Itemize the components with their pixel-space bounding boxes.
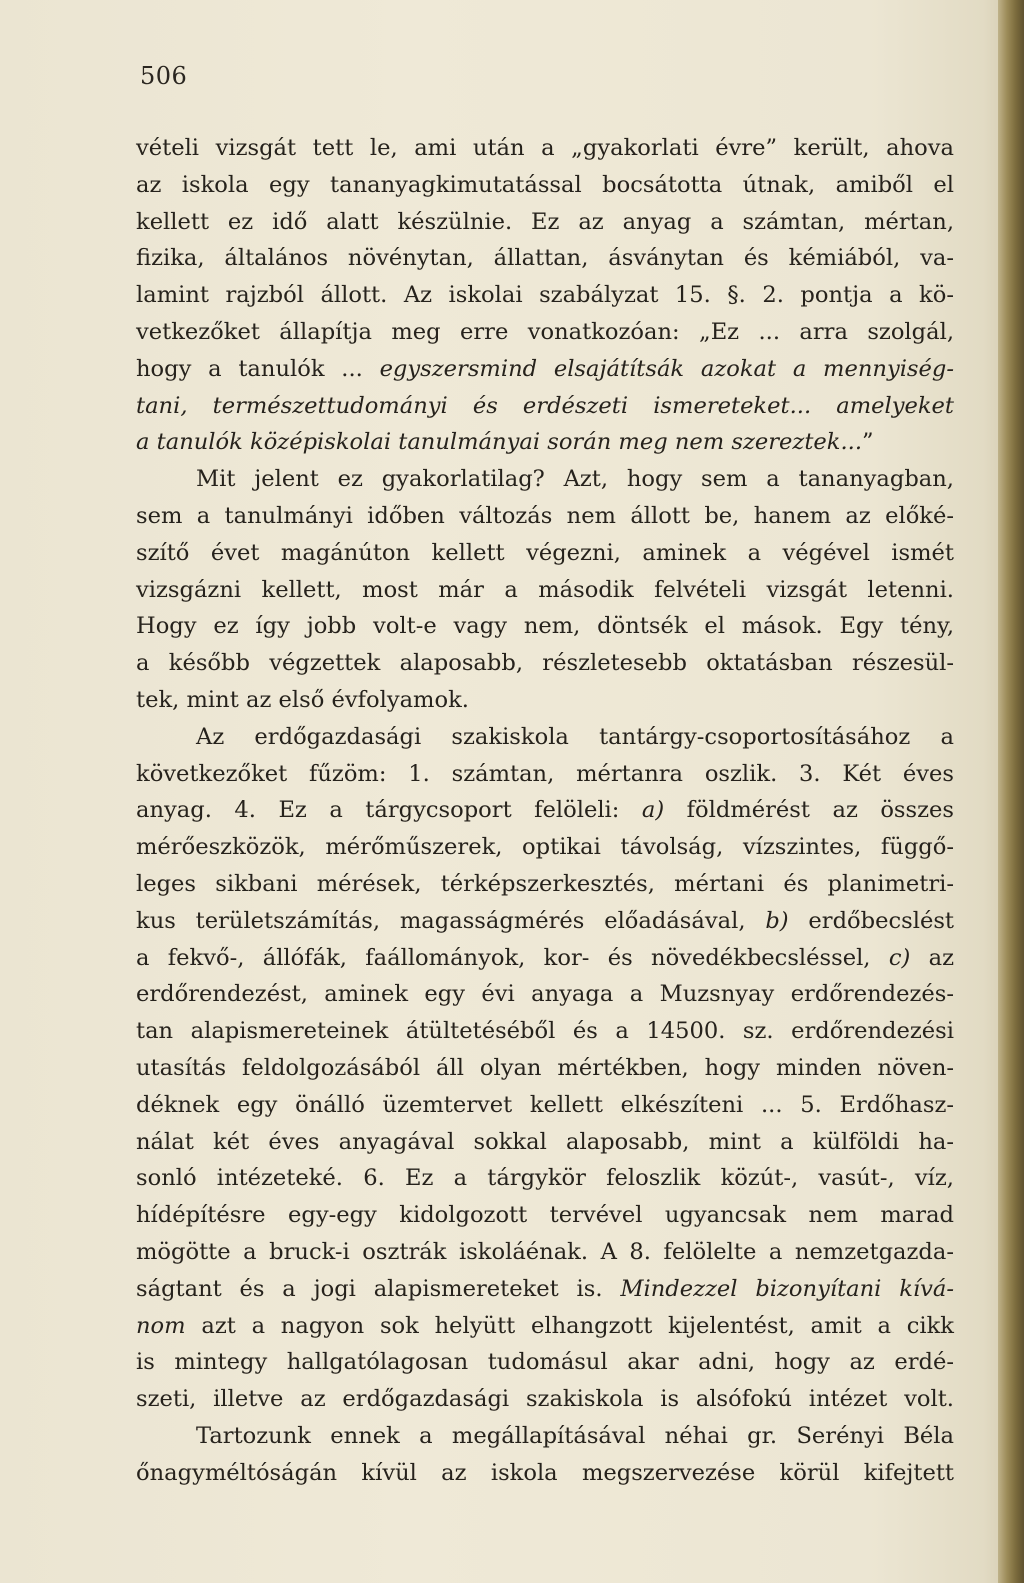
text-segment: a később végzettek alaposabb, részletesebb oktatásban részesül-	[136, 650, 954, 677]
italic-segment: nom	[136, 1312, 186, 1339]
text-segment: szeti, illetve az erdőgazdasági szakiskola is alsófokú intézet volt.	[136, 1386, 954, 1413]
text-segment: vizsgázni kellett, most már a második felvételi vizsgát letenni.	[136, 576, 954, 603]
text-line	[136, 719, 954, 756]
italic-segment: a tanulók középiskolai tanulmányai során meg nem szereztek...	[136, 429, 863, 456]
text-line	[136, 645, 954, 682]
text-line	[136, 388, 954, 425]
text-segment: Tartozunk ennek a megállapításával néhai gr. Serényi Béla	[196, 1422, 954, 1449]
text-segment: Mit jelent ez gyakorlatilag? Azt, hogy sem a tananyagban,	[196, 466, 954, 493]
text-line	[136, 682, 954, 719]
book-binding-edge	[998, 0, 1024, 1583]
text-line	[136, 1013, 954, 1050]
text-line	[136, 1344, 954, 1381]
text-segment: ságtant és a jogi alapismereteket is.	[136, 1275, 621, 1302]
text-segment: következőket fűzöm: 1. számtan, mértanra oszlik. 3. Két éves	[136, 760, 954, 787]
text-segment: Az erdőgazdasági szakiskola tantárgy-csoportosításához a	[196, 723, 954, 750]
text-segment: hogy a tanulók ...	[136, 355, 380, 382]
text-line	[136, 829, 954, 866]
text-line	[136, 1455, 954, 1492]
text-segment: tan alapismereteinek átültetéséből és a 14500. sz. erdőrendezési	[136, 1018, 954, 1045]
body-text	[136, 130, 954, 1491]
text-segment: földmérést az összes	[664, 797, 954, 824]
italic-segment: a)	[641, 797, 665, 824]
page-number: 506	[140, 62, 188, 90]
text-line	[136, 351, 954, 388]
text-line	[136, 130, 954, 167]
text-segment: erdőbecslést	[788, 907, 954, 934]
text-segment: nálat két éves anyagával sokkal alaposabb, mint a külföldi ha-	[136, 1128, 954, 1155]
text-segment: utasítás feldolgozásából áll olyan mértékben, hogy minden növen-	[136, 1054, 954, 1081]
text-segment: is mintegy hallgatólagosan tudomásul akar adni, hogy az erdé-	[136, 1349, 954, 1376]
italic-segment: egyszersmind elsajátítsák azokat a mennyiség-	[379, 355, 954, 382]
text-segment: ”	[862, 429, 874, 456]
text-segment: a fekvő-, állófák, faállományok, kor- és növedékbecsléssel,	[136, 944, 889, 971]
text-segment: vételi vizsgát tett le, ami után a „gyakorlati évre” került, ahova	[136, 135, 954, 161]
text-line	[136, 1418, 954, 1455]
text-line	[136, 167, 954, 204]
text-segment: leges sikbani mérések, térképszerkesztés, mértani és planimetri-	[136, 870, 954, 897]
text-line	[136, 756, 954, 793]
italic-segment: Mindezzel bizonyítani kívá-	[620, 1275, 954, 1302]
text-line	[136, 1050, 954, 1087]
text-line	[136, 461, 954, 498]
text-line	[136, 976, 954, 1013]
text-line	[136, 1381, 954, 1418]
text-line	[136, 314, 954, 351]
text-segment: anyag. 4. Ez a tárgycsoport felöleli:	[136, 797, 642, 824]
text-line	[136, 535, 954, 572]
text-line	[136, 424, 954, 461]
text-segment: azt a nagyon sok helyütt elhangzott kijelentést, amit a cikk	[185, 1312, 954, 1339]
text-segment: szítő évet magánúton kellett végezni, aminek a végével ismét	[136, 539, 954, 566]
text-segment: fizika, általános növénytan, állattan, ásványtan és kémiából, va-	[136, 245, 954, 272]
text-line	[136, 792, 954, 829]
text-segment: sonló intézeteké. 6. Ez a tárgykör feloszlik közút-, vasút-, víz,	[136, 1165, 954, 1192]
text-segment: erdőrendezést, aminek egy évi anyaga a Muzsnyay erdőrendezés-	[136, 981, 954, 1008]
text-line	[136, 1271, 954, 1308]
text-segment: déknek egy önálló üzemtervet kellett elkészíteni ... 5. Erdőhasz-	[136, 1091, 954, 1118]
text-segment: tek, mint az első évfolyamok.	[136, 686, 469, 713]
text-line	[136, 1234, 954, 1271]
text-line	[136, 204, 954, 241]
text-segment: lamint rajzból állott. Az iskolai szabályzat 15. §. 2. pontja a kö-	[136, 282, 954, 309]
text-segment: az	[910, 944, 955, 971]
text-segment: hídépítésre egy-egy kidolgozott tervével ugyancsak nem marad	[136, 1202, 954, 1229]
text-line	[136, 866, 954, 903]
text-line	[136, 903, 954, 940]
text-line	[136, 1160, 954, 1197]
text-segment: kus területszámítás, magasságmérés előadásával,	[136, 907, 766, 934]
text-segment: Hogy ez így jobb volt-e vagy nem, döntsék el mások. Egy tény,	[136, 613, 954, 640]
text-segment: őnagyméltóságán kívül az iskola megszervezése körül kifejtett	[136, 1459, 954, 1486]
text-line	[136, 1124, 954, 1161]
text-line	[136, 498, 954, 535]
italic-segment: tani, természettudományi és erdészeti ismereteket... amelyeket	[136, 392, 954, 419]
text-line	[136, 608, 954, 645]
italic-segment: b)	[765, 907, 789, 934]
text-line	[136, 940, 954, 977]
text-segment: kellett ez idő alatt készülnie. Ez az anyag a számtan, mértan,	[136, 208, 954, 235]
text-segment: vetkezőket állapítja meg erre vonatkozóan: „Ez ... arra szolgál,	[136, 318, 954, 345]
text-line	[136, 1308, 954, 1345]
text-segment: sem a tanulmányi időben változás nem állott be, hanem az előké-	[136, 502, 954, 529]
italic-segment: c)	[888, 944, 911, 971]
text-line	[136, 240, 954, 277]
text-segment: mögötte a bruck-i osztrák iskoláénak. A 8. felölelte a nemzetgazda-	[136, 1238, 954, 1265]
text-segment: mérőeszközök, mérőműszerek, optikai távolság, vízszintes, függő-	[136, 834, 954, 861]
text-line	[136, 277, 954, 314]
text-segment: az iskola egy tananyagkimutatással bocsátotta útnak, amiből el	[136, 171, 954, 198]
text-line	[136, 1197, 954, 1234]
text-line	[136, 1087, 954, 1124]
text-line	[136, 572, 954, 609]
